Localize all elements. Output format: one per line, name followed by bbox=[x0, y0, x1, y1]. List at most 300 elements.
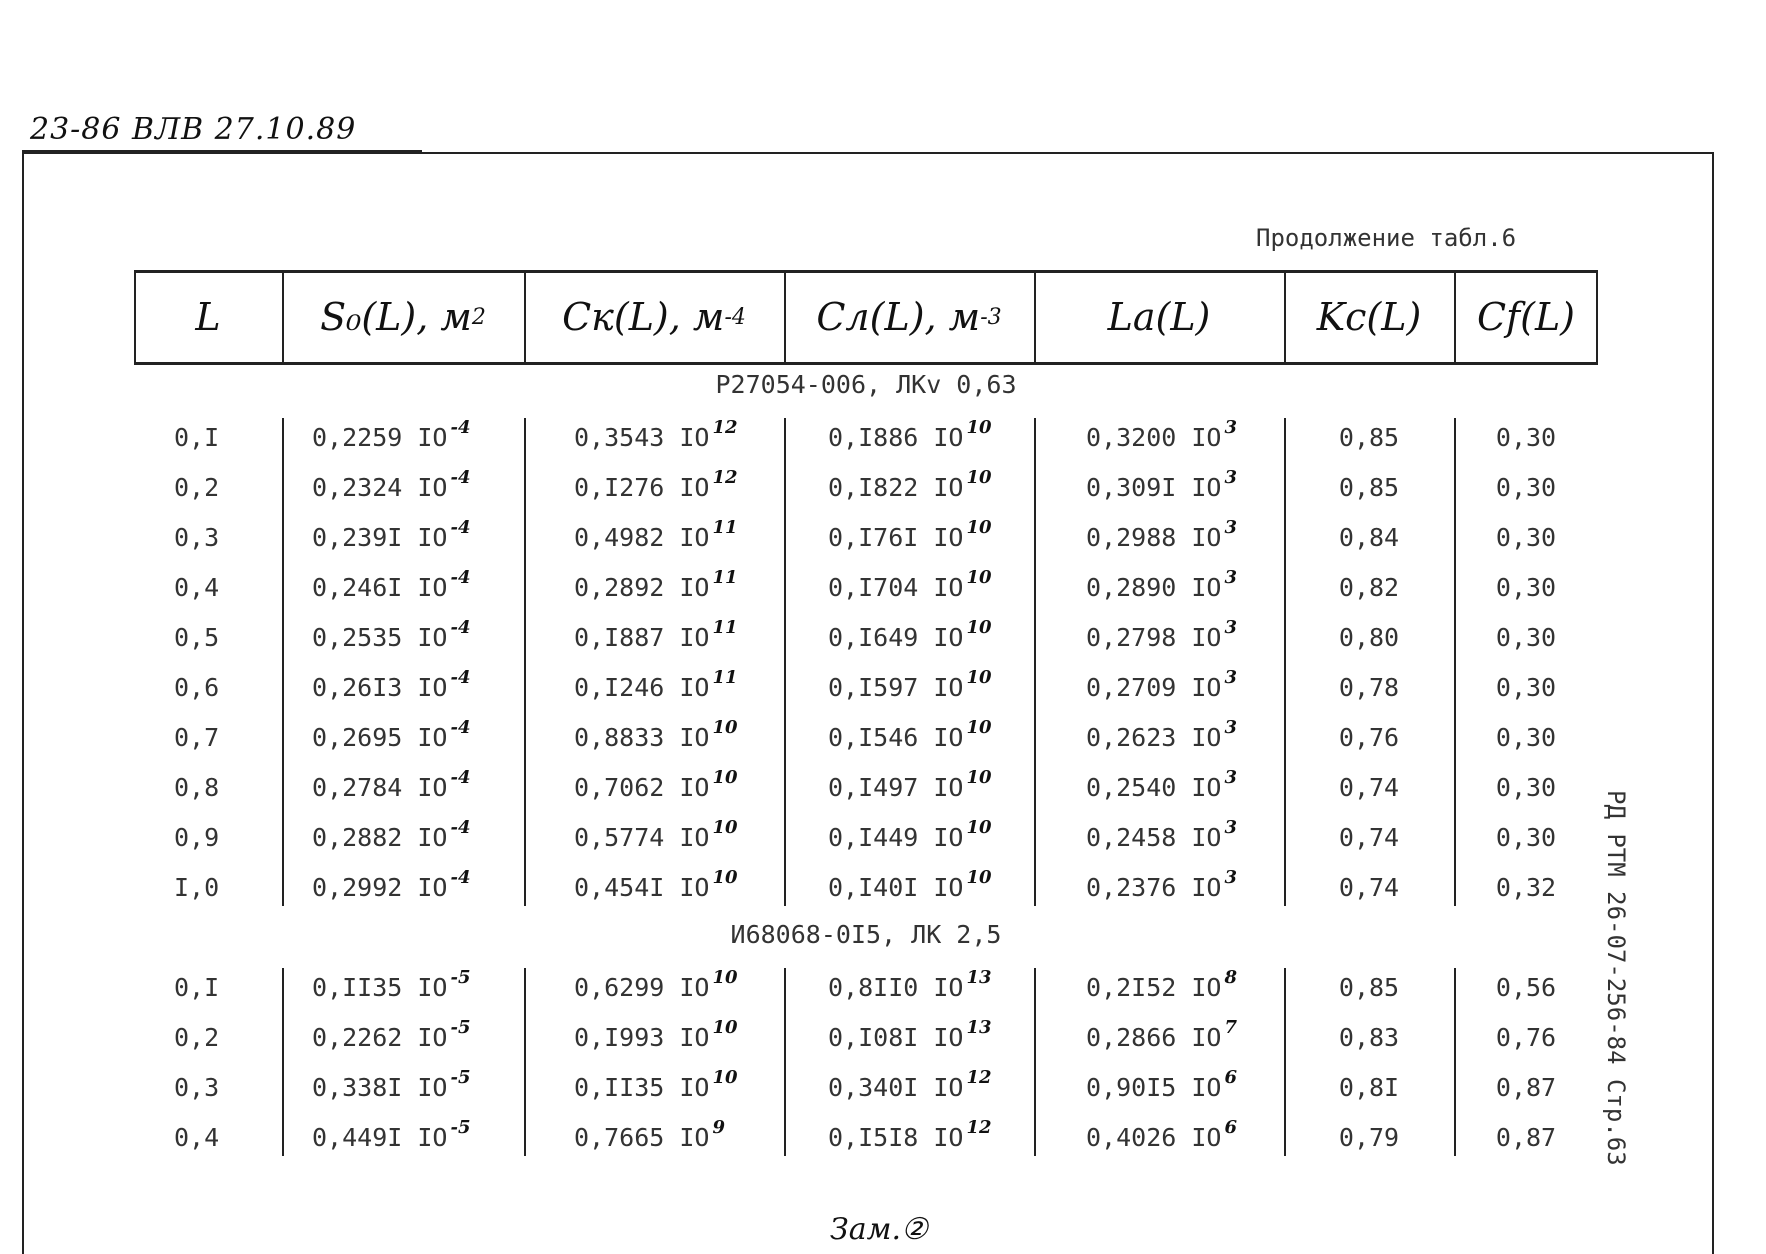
cell-value: 0,2 bbox=[174, 1022, 220, 1052]
column-divider bbox=[282, 968, 284, 1156]
cell-value: 0,I40I IO bbox=[828, 872, 964, 902]
cell-value: 0,I887 IO bbox=[574, 622, 710, 652]
cell-value: 0,4 bbox=[174, 1122, 220, 1152]
cell-cf bbox=[1454, 862, 1598, 912]
cell-value: 0,449I IO bbox=[312, 1122, 448, 1152]
cell-exponent: 10 bbox=[712, 1016, 738, 1038]
handwritten-header-note: 23-86 ВЛВ 27.10.89 bbox=[30, 112, 357, 147]
cell-s0 bbox=[312, 712, 524, 762]
cell-cl bbox=[828, 412, 1034, 462]
cell-value: 0,85 bbox=[1338, 422, 1400, 452]
cell-exponent: 10 bbox=[712, 816, 738, 838]
cell-l bbox=[174, 762, 282, 812]
cell-value: 0,30 bbox=[1495, 822, 1557, 852]
cell-value: 0,7062 IO bbox=[574, 772, 710, 802]
cell-s0 bbox=[312, 812, 524, 862]
cell-exponent: 11 bbox=[712, 566, 738, 588]
cell-value: 0,3 bbox=[174, 1072, 220, 1102]
cell-value: 0,2262 IO bbox=[312, 1022, 448, 1052]
cell-ck bbox=[574, 862, 784, 912]
table-caption: Продолжение табл.6 bbox=[1256, 224, 1517, 252]
cell-value: 0,82 bbox=[1338, 572, 1400, 602]
cell-cf bbox=[1454, 712, 1598, 762]
cell-exponent: -4 bbox=[450, 766, 471, 788]
cell-exponent: 3 bbox=[1224, 416, 1237, 438]
cell-value: 0,76 bbox=[1495, 1022, 1557, 1052]
column-header-label: Cf(L) bbox=[1476, 295, 1576, 339]
cell-cl bbox=[828, 1012, 1034, 1062]
cell-cf bbox=[1454, 462, 1598, 512]
cell-exponent: 10 bbox=[712, 716, 738, 738]
header-column-divider bbox=[1454, 270, 1456, 364]
cell-cl bbox=[828, 762, 1034, 812]
cell-value: 0,I5I8 IO bbox=[828, 1122, 964, 1152]
cell-cl bbox=[828, 562, 1034, 612]
cell-value: 0,32 bbox=[1495, 872, 1557, 902]
cell-exponent: 13 bbox=[966, 1016, 992, 1038]
cell-value: 0,239I IO bbox=[312, 522, 448, 552]
table-row bbox=[134, 612, 1598, 662]
cell-kc bbox=[1284, 512, 1454, 562]
cell-value: 0,I704 IO bbox=[828, 572, 964, 602]
header-column-divider bbox=[1034, 270, 1036, 364]
column-divider bbox=[524, 418, 526, 906]
cell-exponent: 3 bbox=[1224, 666, 1237, 688]
cell-l bbox=[174, 962, 282, 1012]
cell-la bbox=[1086, 762, 1284, 812]
cell-exponent: 11 bbox=[712, 516, 738, 538]
cell-exponent: -4 bbox=[450, 566, 471, 588]
table-row bbox=[134, 812, 1598, 862]
cell-value: 0,5 bbox=[174, 622, 220, 652]
frame-top-border bbox=[22, 152, 1714, 154]
cell-cf bbox=[1454, 562, 1598, 612]
cell-exponent: -5 bbox=[450, 1066, 471, 1088]
cell-cf bbox=[1454, 1062, 1598, 1112]
cell-ck bbox=[574, 1062, 784, 1112]
cell-kc bbox=[1284, 862, 1454, 912]
cell-value: 0,6299 IO bbox=[574, 972, 710, 1002]
cell-value: 0,7 bbox=[174, 722, 220, 752]
column-divider bbox=[1034, 418, 1036, 906]
cell-value: 0,I276 IO bbox=[574, 472, 710, 502]
cell-kc bbox=[1284, 1112, 1454, 1162]
cell-s0 bbox=[312, 1112, 524, 1162]
cell-value: 0,5774 IO bbox=[574, 822, 710, 852]
cell-exponent: -4 bbox=[450, 616, 471, 638]
cell-exponent: 10 bbox=[966, 566, 992, 588]
cell-value: 0,I546 IO bbox=[828, 722, 964, 752]
cell-la bbox=[1086, 862, 1284, 912]
cell-s0 bbox=[312, 562, 524, 612]
frame-left-border bbox=[22, 152, 24, 1254]
cell-la bbox=[1086, 612, 1284, 662]
cell-la bbox=[1086, 412, 1284, 462]
cell-value: 0,2709 IO bbox=[1086, 672, 1222, 702]
cell-value: 0,338I IO bbox=[312, 1072, 448, 1102]
cell-exponent: 10 bbox=[966, 766, 992, 788]
cell-exponent: 10 bbox=[712, 1066, 738, 1088]
cell-exponent: 10 bbox=[966, 866, 992, 888]
cell-la bbox=[1086, 662, 1284, 712]
cell-kc bbox=[1284, 962, 1454, 1012]
cell-value: 0,I993 IO bbox=[574, 1022, 710, 1052]
cell-value: 0,8I bbox=[1338, 1072, 1400, 1102]
cell-exponent: -5 bbox=[450, 1016, 471, 1038]
table-row bbox=[134, 462, 1598, 512]
cell-value: 0,8 bbox=[174, 772, 220, 802]
cell-s0 bbox=[312, 462, 524, 512]
cell-exponent: -4 bbox=[450, 416, 471, 438]
cell-kc bbox=[1284, 762, 1454, 812]
cell-la bbox=[1086, 1112, 1284, 1162]
cell-exponent: 7 bbox=[1224, 1016, 1237, 1038]
column-header-s0 bbox=[282, 282, 524, 352]
cell-value: 0,80 bbox=[1338, 622, 1400, 652]
cell-kc bbox=[1284, 462, 1454, 512]
cell-exponent: -5 bbox=[450, 1116, 471, 1138]
cell-exponent: -4 bbox=[450, 716, 471, 738]
cell-value: 0,I bbox=[174, 972, 220, 1002]
cell-kc bbox=[1284, 562, 1454, 612]
cell-s0 bbox=[312, 612, 524, 662]
cell-l bbox=[174, 712, 282, 762]
cell-exponent: 3 bbox=[1224, 566, 1237, 588]
cell-kc bbox=[1284, 612, 1454, 662]
section-title: Р27054-006, ЛКv 0,63 bbox=[715, 370, 1017, 399]
table-header-rule bbox=[134, 362, 1598, 365]
cell-exponent: -4 bbox=[450, 866, 471, 888]
header-column-divider bbox=[134, 270, 136, 364]
header-column-divider bbox=[524, 270, 526, 364]
cell-value: 0,I597 IO bbox=[828, 672, 964, 702]
table-row bbox=[134, 562, 1598, 612]
column-divider bbox=[1454, 418, 1456, 906]
cell-exponent: -4 bbox=[450, 666, 471, 688]
cell-value: 0,2324 IO bbox=[312, 472, 448, 502]
column-header-l bbox=[134, 282, 282, 352]
cell-la bbox=[1086, 562, 1284, 612]
cell-value: 0,4026 IO bbox=[1086, 1122, 1222, 1152]
cell-value: 0,2540 IO bbox=[1086, 772, 1222, 802]
cell-ck bbox=[574, 1012, 784, 1062]
cell-la bbox=[1086, 1012, 1284, 1062]
cell-l bbox=[174, 1112, 282, 1162]
cell-value: 0,8833 IO bbox=[574, 722, 710, 752]
cell-value: 0,2882 IO bbox=[312, 822, 448, 852]
cell-value: 0,I886 IO bbox=[828, 422, 964, 452]
cell-ck bbox=[574, 1112, 784, 1162]
cell-l bbox=[174, 1012, 282, 1062]
cell-value: 0,3 bbox=[174, 522, 220, 552]
cell-cl bbox=[828, 1062, 1034, 1112]
cell-exponent: 10 bbox=[966, 616, 992, 638]
cell-cf bbox=[1454, 412, 1598, 462]
cell-exponent: 10 bbox=[966, 416, 992, 438]
header-column-divider bbox=[1284, 270, 1286, 364]
cell-value: 0,I649 IO bbox=[828, 622, 964, 652]
table-row bbox=[134, 412, 1598, 462]
cell-value: 0,30 bbox=[1495, 472, 1557, 502]
column-header-label: L bbox=[195, 295, 221, 339]
cell-exponent: -4 bbox=[450, 816, 471, 838]
cell-exponent: 3 bbox=[1224, 816, 1237, 838]
cell-value: 0,2458 IO bbox=[1086, 822, 1222, 852]
cell-value: 0,85 bbox=[1338, 972, 1400, 1002]
column-header-la bbox=[1034, 282, 1284, 352]
cell-cl bbox=[828, 712, 1034, 762]
cell-exponent: 10 bbox=[966, 466, 992, 488]
cell-s0 bbox=[312, 512, 524, 562]
cell-l bbox=[174, 662, 282, 712]
cell-la bbox=[1086, 1062, 1284, 1112]
cell-cl bbox=[828, 662, 1034, 712]
cell-l bbox=[174, 462, 282, 512]
cell-value: I,0 bbox=[174, 872, 220, 902]
cell-value: 0,II35 IO bbox=[574, 1072, 710, 1102]
cell-l bbox=[174, 562, 282, 612]
cell-cf bbox=[1454, 662, 1598, 712]
cell-value: 0,454I IO bbox=[574, 872, 710, 902]
column-divider bbox=[784, 418, 786, 906]
cell-exponent: -4 bbox=[450, 466, 471, 488]
cell-exponent: 8 bbox=[1224, 966, 1237, 988]
cell-value: 0,74 bbox=[1338, 872, 1400, 902]
cell-value: 0,2890 IO bbox=[1086, 572, 1222, 602]
cell-l bbox=[174, 412, 282, 462]
cell-value: 0,340I IO bbox=[828, 1072, 964, 1102]
table-row bbox=[134, 1062, 1598, 1112]
cell-value: 0,2 bbox=[174, 472, 220, 502]
cell-value: 0,2535 IO bbox=[312, 622, 448, 652]
cell-value: 0,7665 IO bbox=[574, 1122, 710, 1152]
cell-ck bbox=[574, 412, 784, 462]
document-code-vertical: РД РТМ 26-07-256-84 Стр.63 bbox=[1602, 790, 1630, 1166]
cell-value: 0,I08I IO bbox=[828, 1022, 964, 1052]
cell-value: 0,309I IO bbox=[1086, 472, 1222, 502]
cell-la bbox=[1086, 712, 1284, 762]
cell-value: 0,I bbox=[174, 422, 220, 452]
cell-value: 0,83 bbox=[1338, 1022, 1400, 1052]
column-divider bbox=[282, 418, 284, 906]
section-title: И68068-0I5, ЛК 2,5 bbox=[730, 920, 1002, 949]
cell-value: 0,76 bbox=[1338, 722, 1400, 752]
cell-value: 0,II35 IO bbox=[312, 972, 448, 1002]
column-header-cl bbox=[784, 282, 1034, 352]
cell-exponent: -4 bbox=[450, 516, 471, 538]
column-header-label: Kc(L) bbox=[1316, 295, 1422, 339]
cell-ck bbox=[574, 562, 784, 612]
cell-exponent: 10 bbox=[712, 966, 738, 988]
cell-s0 bbox=[312, 862, 524, 912]
cell-exponent: 10 bbox=[966, 716, 992, 738]
cell-value: 0,I449 IO bbox=[828, 822, 964, 852]
cell-cf bbox=[1454, 812, 1598, 862]
header-column-divider bbox=[282, 270, 284, 364]
cell-value: 0,2376 IO bbox=[1086, 872, 1222, 902]
cell-l bbox=[174, 1062, 282, 1112]
cell-s0 bbox=[312, 662, 524, 712]
table-row bbox=[134, 512, 1598, 562]
cell-la bbox=[1086, 462, 1284, 512]
cell-cf bbox=[1454, 1012, 1598, 1062]
cell-cl bbox=[828, 812, 1034, 862]
cell-s0 bbox=[312, 1012, 524, 1062]
column-divider bbox=[1284, 418, 1286, 906]
column-header-label: La(L) bbox=[1107, 295, 1211, 339]
cell-value: 0,I246 IO bbox=[574, 672, 710, 702]
cell-value: 0,2259 IO bbox=[312, 422, 448, 452]
cell-exponent: 11 bbox=[712, 666, 738, 688]
column-header-unit-exponent: -4 bbox=[724, 304, 746, 330]
column-divider bbox=[1454, 968, 1456, 1156]
cell-cl bbox=[828, 962, 1034, 1012]
cell-value: 0,2I52 IO bbox=[1086, 972, 1222, 1002]
cell-value: 0,85 bbox=[1338, 472, 1400, 502]
table-row bbox=[134, 1112, 1598, 1162]
cell-value: 0,9 bbox=[174, 822, 220, 852]
cell-value: 0,26I3 IO bbox=[312, 672, 448, 702]
cell-value: 0,6 bbox=[174, 672, 220, 702]
cell-cl bbox=[828, 612, 1034, 662]
cell-ck bbox=[574, 712, 784, 762]
table-top-rule bbox=[134, 270, 1598, 273]
cell-exponent: 12 bbox=[712, 466, 738, 488]
cell-exponent: 10 bbox=[966, 516, 992, 538]
cell-cl bbox=[828, 462, 1034, 512]
cell-kc bbox=[1284, 412, 1454, 462]
cell-exponent: 3 bbox=[1224, 616, 1237, 638]
cell-value: 0,30 bbox=[1495, 722, 1557, 752]
table-row bbox=[134, 962, 1598, 1012]
cell-value: 0,3543 IO bbox=[574, 422, 710, 452]
column-divider bbox=[784, 968, 786, 1156]
column-header-cf bbox=[1454, 282, 1598, 352]
cell-value: 0,2623 IO bbox=[1086, 722, 1222, 752]
cell-value: 0,79 bbox=[1338, 1122, 1400, 1152]
cell-exponent: 3 bbox=[1224, 516, 1237, 538]
cell-cf bbox=[1454, 612, 1598, 662]
cell-exponent: 9 bbox=[712, 1116, 725, 1138]
cell-la bbox=[1086, 812, 1284, 862]
cell-value: 0,30 bbox=[1495, 572, 1557, 602]
cell-cl bbox=[828, 512, 1034, 562]
cell-value: 0,2992 IO bbox=[312, 872, 448, 902]
column-header-unit-exponent: -3 bbox=[980, 304, 1002, 330]
cell-ck bbox=[574, 662, 784, 712]
cell-value: 0,3200 IO bbox=[1086, 422, 1222, 452]
cell-value: 0,2695 IO bbox=[312, 722, 448, 752]
header-column-divider bbox=[784, 270, 786, 364]
cell-value: 0,246I IO bbox=[312, 572, 448, 602]
cell-exponent: 12 bbox=[966, 1116, 992, 1138]
column-header-label: Cл(L), м bbox=[816, 295, 981, 339]
table-row bbox=[134, 762, 1598, 812]
cell-exponent: 10 bbox=[966, 816, 992, 838]
cell-exponent: 10 bbox=[712, 866, 738, 888]
cell-s0 bbox=[312, 762, 524, 812]
cell-ck bbox=[574, 612, 784, 662]
cell-value: 0,84 bbox=[1338, 522, 1400, 552]
column-header-ck bbox=[524, 282, 784, 352]
cell-value: 0,90I5 IO bbox=[1086, 1072, 1222, 1102]
cell-exponent: 12 bbox=[966, 1066, 992, 1088]
frame-right-border bbox=[1712, 152, 1714, 1254]
cell-cl bbox=[828, 862, 1034, 912]
cell-exponent: 12 bbox=[712, 416, 738, 438]
cell-cf bbox=[1454, 512, 1598, 562]
header-column-divider bbox=[1596, 270, 1598, 364]
cell-la bbox=[1086, 512, 1284, 562]
cell-exponent: 10 bbox=[966, 666, 992, 688]
cell-s0 bbox=[312, 962, 524, 1012]
cell-value: 0,30 bbox=[1495, 772, 1557, 802]
cell-l bbox=[174, 512, 282, 562]
column-header-label: Cк(L), м bbox=[562, 295, 725, 339]
cell-value: 0,87 bbox=[1495, 1122, 1557, 1152]
cell-l bbox=[174, 612, 282, 662]
cell-exponent: 10 bbox=[712, 766, 738, 788]
column-header-unit-exponent: 2 bbox=[471, 304, 486, 330]
cell-value: 0,74 bbox=[1338, 772, 1400, 802]
table-row bbox=[134, 662, 1598, 712]
cell-value: 0,30 bbox=[1495, 522, 1557, 552]
cell-exponent: 3 bbox=[1224, 766, 1237, 788]
cell-value: 0,4 bbox=[174, 572, 220, 602]
cell-kc bbox=[1284, 812, 1454, 862]
column-divider bbox=[1034, 968, 1036, 1156]
column-divider bbox=[1284, 968, 1286, 1156]
cell-exponent: 6 bbox=[1224, 1066, 1237, 1088]
cell-l bbox=[174, 812, 282, 862]
cell-value: 0,30 bbox=[1495, 422, 1557, 452]
table-row bbox=[134, 862, 1598, 912]
cell-value: 0,I497 IO bbox=[828, 772, 964, 802]
cell-value: 0,56 bbox=[1495, 972, 1557, 1002]
cell-value: 0,30 bbox=[1495, 622, 1557, 652]
cell-cl bbox=[828, 1112, 1034, 1162]
cell-value: 0,2892 IO bbox=[574, 572, 710, 602]
cell-l bbox=[174, 862, 282, 912]
cell-s0 bbox=[312, 1062, 524, 1112]
cell-s0 bbox=[312, 412, 524, 462]
cell-value: 0,I822 IO bbox=[828, 472, 964, 502]
table-row bbox=[134, 1012, 1598, 1062]
cell-value: 0,4982 IO bbox=[574, 522, 710, 552]
cell-kc bbox=[1284, 662, 1454, 712]
cell-value: 0,78 bbox=[1338, 672, 1400, 702]
cell-kc bbox=[1284, 1062, 1454, 1112]
cell-cf bbox=[1454, 1112, 1598, 1162]
cell-value: 0,I76I IO bbox=[828, 522, 964, 552]
cell-value: 0,2798 IO bbox=[1086, 622, 1222, 652]
cell-value: 0,87 bbox=[1495, 1072, 1557, 1102]
cell-exponent: 13 bbox=[966, 966, 992, 988]
handwritten-bottom-note: Зам.② bbox=[830, 1212, 928, 1247]
cell-exponent: 11 bbox=[712, 616, 738, 638]
column-header-kc bbox=[1284, 282, 1454, 352]
cell-cf bbox=[1454, 762, 1598, 812]
cell-cf bbox=[1454, 962, 1598, 1012]
cell-ck bbox=[574, 812, 784, 862]
column-header-label: S₀(L), м bbox=[320, 295, 472, 339]
cell-exponent: 3 bbox=[1224, 866, 1237, 888]
cell-kc bbox=[1284, 1012, 1454, 1062]
cell-ck bbox=[574, 762, 784, 812]
cell-exponent: 3 bbox=[1224, 716, 1237, 738]
cell-ck bbox=[574, 962, 784, 1012]
cell-exponent: 6 bbox=[1224, 1116, 1237, 1138]
